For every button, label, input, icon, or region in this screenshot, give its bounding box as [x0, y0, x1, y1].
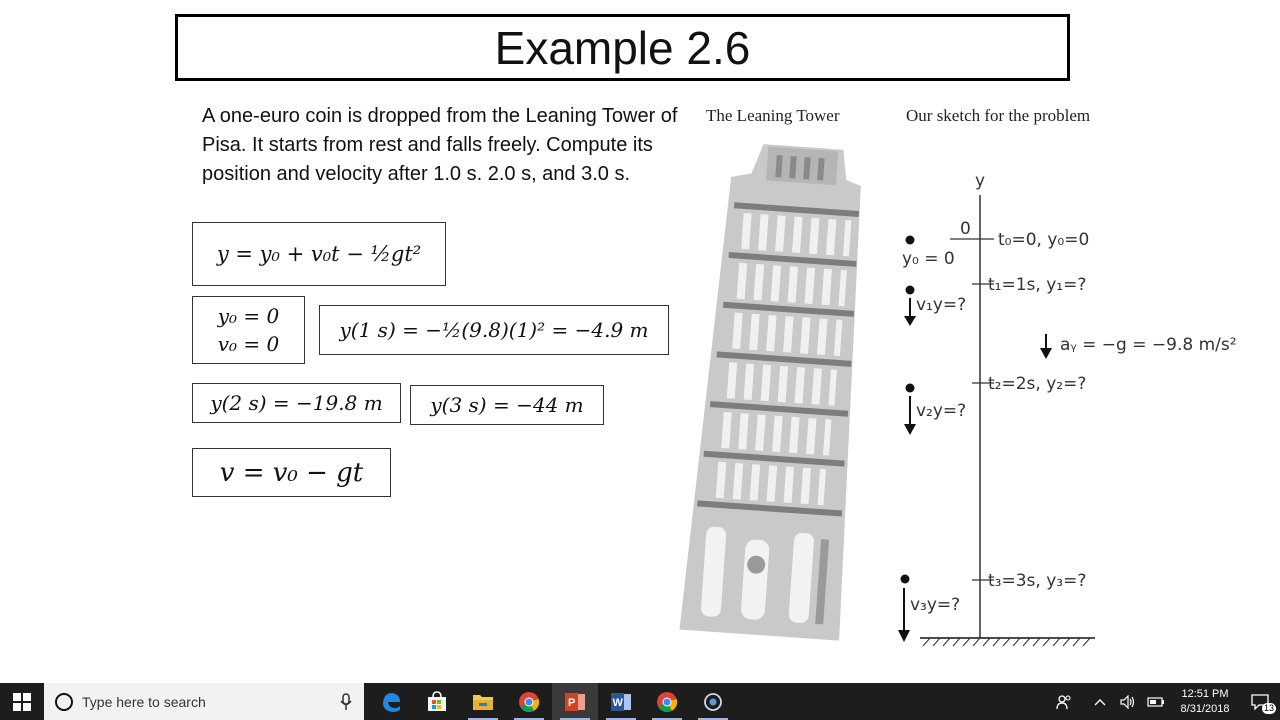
system-tray	[1050, 683, 1280, 720]
notification-count: 13	[1263, 703, 1274, 713]
chevron-up-icon[interactable]	[1086, 683, 1114, 720]
coin-t3	[901, 575, 910, 584]
battery-icon[interactable]	[1142, 683, 1170, 720]
start-button[interactable]	[0, 683, 44, 720]
position-equation-text: y = y₀ + v₀t − ½gt²	[216, 242, 422, 266]
word-app[interactable]	[598, 683, 644, 720]
volume-icon[interactable]	[1114, 683, 1142, 720]
t1-label: t₁=1s, y₁=?	[988, 275, 1087, 295]
tower-caption: The Leaning Tower	[706, 106, 840, 125]
velocity-equation-text: v = v₀ − gt	[219, 457, 364, 488]
store-app[interactable]	[414, 683, 460, 720]
slide-title: Example 2.6	[175, 14, 1070, 81]
people-icon[interactable]	[1050, 683, 1078, 720]
y-axis-label: y	[975, 171, 986, 191]
y2-equation-text: y(2 s) = −19.8 m	[210, 391, 383, 415]
cortana-icon	[54, 692, 74, 712]
microphone-icon[interactable]	[340, 693, 352, 711]
store-icon	[426, 691, 448, 713]
v2-label: v₂y=?	[916, 401, 967, 421]
t2-label: t₂=2s, y₂=?	[988, 374, 1087, 394]
coin-t1	[906, 286, 915, 295]
position-equation	[192, 222, 446, 286]
clock-date: 8/31/2018	[1180, 702, 1230, 715]
t3-label: t₃=3s, y₃=?	[988, 571, 1087, 591]
y1-equation	[319, 305, 669, 355]
search-placeholder: Type here to search	[82, 693, 206, 710]
v0-condition: v₀ = 0	[217, 332, 280, 356]
chrome-icon	[656, 691, 678, 713]
svg-text:P: P	[568, 696, 576, 709]
y3-equation	[410, 385, 604, 425]
initial-conditions	[192, 296, 305, 364]
clock-time: 12:51 PM	[1181, 687, 1229, 700]
clock[interactable]	[1170, 687, 1240, 717]
y2-equation	[192, 383, 401, 423]
svg-text:W: W	[612, 696, 623, 709]
powerpoint-icon	[564, 691, 586, 713]
edge-app[interactable]	[368, 683, 414, 720]
taskbar	[0, 683, 1280, 720]
problem-sketch	[890, 160, 1250, 660]
t0-label: t₀=0, y₀=0	[998, 230, 1090, 250]
word-icon	[610, 691, 632, 713]
y1-equation-text: y(1 s) = −½(9.8)(1)² = −4.9 m	[339, 318, 649, 342]
windows-icon	[13, 693, 31, 711]
origin-label: 0	[960, 219, 971, 239]
sketch-caption: Our sketch for the problem	[906, 106, 1091, 125]
chrome-icon	[518, 691, 540, 713]
powerpoint-app[interactable]	[552, 683, 598, 720]
coin-t2	[906, 384, 915, 393]
velocity-equation	[192, 448, 391, 497]
y0-sketch-label: y₀ = 0	[902, 249, 955, 269]
coin-t0	[906, 236, 915, 245]
folder-icon	[472, 692, 494, 712]
edge-icon	[380, 691, 402, 713]
chrome-app-2[interactable]	[644, 683, 690, 720]
media-app[interactable]	[690, 683, 736, 720]
y3-equation-text: y(3 s) = −44 m	[430, 393, 584, 417]
action-center[interactable]	[1240, 683, 1280, 720]
y0-condition: y₀ = 0	[217, 304, 280, 328]
leaning-tower-illustration	[676, 136, 886, 646]
chrome-app[interactable]	[506, 683, 552, 720]
acceleration-label: aᵧ = −g = −9.8 m/s²	[1060, 335, 1237, 355]
v3-label: v₃y=?	[910, 595, 961, 615]
search-box[interactable]	[44, 683, 364, 720]
media-icon	[702, 691, 724, 713]
problem-text: A one-euro coin is dropped from the Leaning Tower of Pisa. It starts from rest and falls freely. Compute its position and velocity after 1.0 s. 2.0 s, and 3.0 s.	[202, 105, 678, 185]
file-explorer-app[interactable]	[460, 683, 506, 720]
v1-label: v₁y=?	[916, 295, 967, 315]
